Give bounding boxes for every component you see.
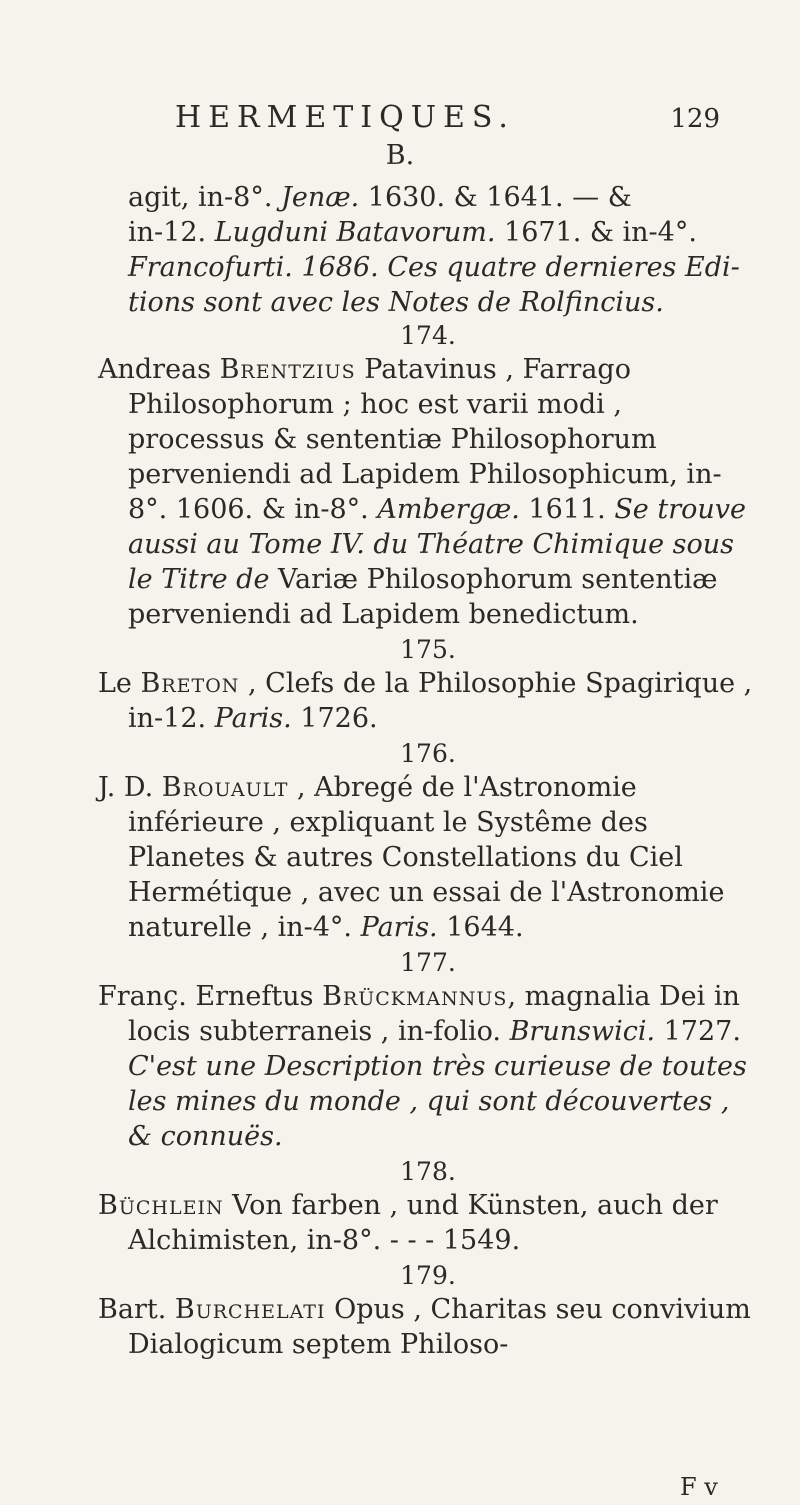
entry-number: 175. <box>400 635 456 664</box>
page-number: 129 <box>670 104 720 134</box>
entry-number: 177. <box>400 948 456 977</box>
running-header <box>175 100 720 135</box>
page-body <box>98 180 758 1364</box>
entry-number: 176. <box>400 739 456 768</box>
section-letter: B. <box>385 140 415 171</box>
entry-number: 174. <box>400 321 456 350</box>
author-name: Brückmannus <box>322 981 508 1012</box>
author-name: Brouault <box>161 772 289 803</box>
bibliography-entry: J. D. Brouault , Abregé de l'Astronomie inférieure , expliquant le Systême des Planetes & autres Constellations du Ciel Hermétique , avec un essai de l'Astronomie naturelle , in-4°. Paris. 1644. <box>98 772 725 943</box>
author-name: Büchlein <box>98 1190 224 1221</box>
bibliography-entry: Le Breton , Clefs de la Philosophie Spagirique , in-12. Paris. 1726. <box>98 668 753 734</box>
bibliography-entry: Franç. Erneftus Brückmannus, magnalia Dei in locis subterraneis , in-folio. Brunswici. 1727. C'est une Description très curieuse de toutes les mines du monde , qui sont découvertes , & connuës. <box>98 981 747 1152</box>
bibliography-entry: Bart. Burchelati Opus , Charitas seu convivium Dialogicum septem Philoso- <box>98 1294 751 1360</box>
catchword: F v <box>680 1473 718 1501</box>
entry-number: 179. <box>400 1261 456 1290</box>
bibliography-entry: Andreas Brentzius Patavinus , Farrago Philosophorum ; hoc est varii modi , processus & sententiæ Philosophorum perveniendi ad Lapidem Philosophicum, in-8°. 1606. & in-8°. Ambergæ. 1611. Se trouve aussi au Tome IV. du Théatre Chimique sous le Titre de Variæ Philosophorum sententiæ perveniendi ad Lapidem benedictum. <box>98 354 747 630</box>
bibliography-entry: Büchlein Von farben , und Künsten, auch der Alchimisten, in-8°. - - - 1549. <box>98 1190 718 1256</box>
author-name: Burchelati <box>174 1294 326 1325</box>
running-title: HERMETIQUES. <box>175 100 515 135</box>
continued-entry: agit, in-8°. Jenæ. 1630. & 1641. — & in-12. Lugduni Batavorum. 1671. & in-4°. Francofurti. 1686. Ces quatre dernieres Edi- tions sont avec les Notes de Rolfincius. <box>128 182 740 318</box>
entry-number: 178. <box>400 1157 456 1186</box>
author-name: Brentzius <box>219 354 356 385</box>
author-name: Breton <box>140 668 240 699</box>
